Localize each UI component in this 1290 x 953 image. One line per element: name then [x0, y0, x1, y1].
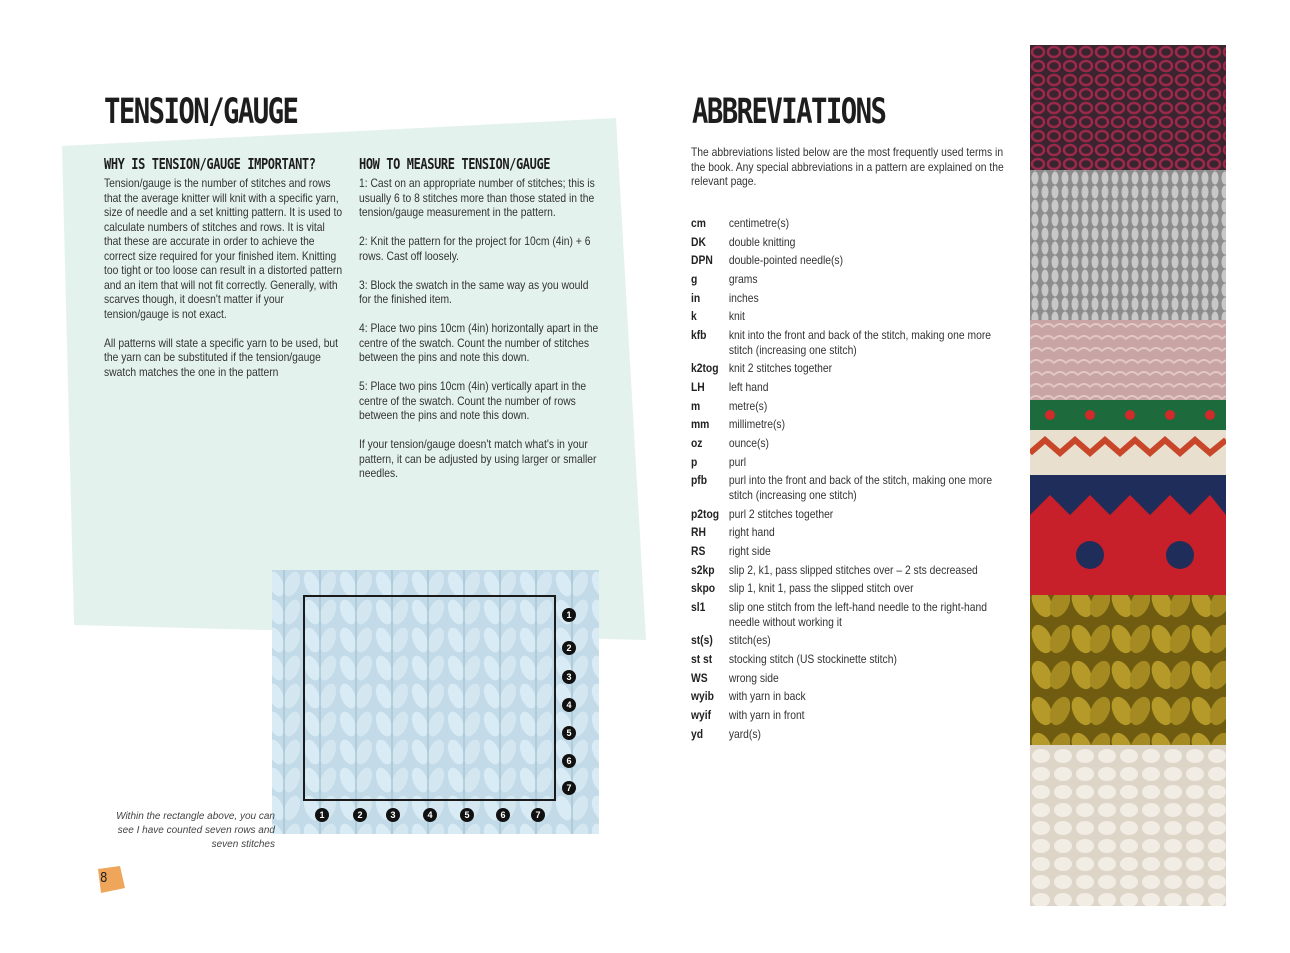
abbr-definition: inches: [728, 290, 759, 305]
abbr-term: DPN: [691, 253, 713, 268]
abbr-term: g: [691, 272, 698, 287]
why-paragraph-1: Tension/gauge is the number of stitches and rows that the average knitter will knit with a specific yarn, size of needle and a set knitting pattern. It is used to calculate numbers of stitches and rows. It is vital that these are accurate in order to achieve the correct size required for your finished item. Knitting too tight or too loose can result in a distorted pattern and an item that will not fit correctly. Generally, with scarves though, it doesn't matter if your tension/gauge is not exact.: [104, 176, 343, 321]
abbr-definition: knit into the front and back of the stitch, making one more stitch (increasing one stitch): [728, 328, 992, 357]
abbr-term: kfb: [691, 328, 707, 343]
abbr-row-rs: [691, 544, 1018, 563]
abbr-definition: slip one stitch from the left-hand needle to the right-hand needle without working it: [728, 600, 988, 629]
abbr-row-pfb: [691, 473, 1018, 506]
abbr-definition: right side: [728, 544, 771, 558]
how-step-4: 4: Place two pins 10cm (4in) horizontally apart in the centre of the swatch. Count the number of stitches between the pins and note this down.: [359, 321, 599, 364]
abbr-term: wyif: [691, 708, 712, 722]
why-paragraph-2: All patterns will state a specific yarn to be used, but the yarn can be substituted if the tension/gauge swatch matches the one in the pattern: [104, 335, 339, 379]
abbr-definition: double-pointed needle(s): [728, 253, 844, 268]
why-heading: WHY IS TENSION/GAUGE IMPORTANT?: [104, 155, 316, 173]
abbr-term: pfb: [691, 473, 708, 488]
how-body: [359, 176, 639, 495]
abbr-term: m: [691, 398, 701, 413]
abbr-row-kfb: [691, 328, 1018, 361]
abbr-definition: double knitting: [728, 234, 796, 249]
stitch-marker-2: 2: [353, 808, 367, 822]
abbr-term: st(s): [691, 633, 713, 648]
abbr-definition: millimetre(s): [728, 417, 786, 432]
abbr-row-sts: [691, 633, 1018, 652]
row-marker-4: 4: [562, 698, 576, 712]
abbr-definition: purl 2 stitches together: [728, 506, 834, 521]
abbr-definition: centimetre(s): [728, 216, 790, 230]
stitch-marker-6: 6: [496, 808, 510, 822]
stitch-marker-1: 1: [315, 808, 329, 822]
abbr-definition: slip 1, knit 1, pass the slipped stitch over: [728, 581, 914, 596]
abbr-term: RS: [691, 544, 706, 558]
abbr-term: st st: [691, 651, 713, 666]
how-tip: If your tension/gauge doesn't match what's in your pattern, it can be adjusted by using larger or smaller needles.: [359, 437, 597, 480]
abbr-row-dpn: [691, 253, 1018, 272]
abbr-definition: metre(s): [728, 398, 768, 413]
abbr-row-cm: [691, 216, 1018, 235]
abbr-row-stst: [691, 652, 1018, 671]
page-number: 8: [100, 871, 108, 886]
abbr-row-rh: [691, 525, 1018, 544]
abbr-row-g: [691, 272, 1018, 291]
abbr-row-in: [691, 291, 1018, 310]
page-title-tension-gauge: TENSION/GAUGE: [104, 92, 298, 132]
abbr-term: wyib: [691, 689, 714, 704]
row-marker-6: 6: [562, 754, 576, 768]
abbr-row-k2tog: [691, 361, 1018, 380]
abbr-definition: right hand: [728, 525, 775, 540]
stitch-marker-4: 4: [423, 808, 437, 822]
abbr-row-dk: [691, 235, 1018, 254]
abbr-definition: slip 2, k1, pass slipped stitches over – 2 sts decreased: [728, 562, 978, 577]
abbr-term: RH: [691, 525, 706, 540]
abbr-term: yd: [691, 726, 704, 741]
knitted-swatch-image: [272, 570, 599, 834]
abbr-term: WS: [691, 670, 708, 685]
abbr-row-skpo: [691, 581, 1018, 600]
abbr-term: DK: [691, 234, 706, 249]
abbr-row-lh: [691, 380, 1018, 399]
abbr-definition: knit: [728, 309, 745, 324]
abbr-definition: with yarn in back: [728, 689, 806, 704]
abbr-row-yd: [691, 727, 1018, 746]
abbr-definition: left hand: [728, 380, 769, 394]
abbr-definition: with yarn in front: [728, 708, 805, 722]
how-step-3: 3: Block the swatch in the same way as you would for the finished item.: [359, 277, 589, 306]
how-heading: HOW TO MEASURE TENSION/GAUGE: [359, 155, 551, 173]
abbr-row-mm: [691, 417, 1018, 436]
abbr-term: s2kp: [691, 562, 715, 577]
abbr-row-p: [691, 455, 1018, 474]
how-step-5: 5: Place two pins 10cm (4in) vertically apart in the centre of the swatch. Count the number of rows between the pins and note this down.: [359, 379, 587, 422]
row-marker-1: 1: [562, 608, 576, 622]
abbr-row-p2tog: [691, 507, 1018, 526]
row-marker-5: 5: [562, 726, 576, 740]
abbr-row-s2kp: [691, 563, 1018, 582]
abbr-term: sl1: [691, 600, 706, 615]
abbr-row-oz: [691, 436, 1018, 455]
measurement-rectangle: [303, 595, 556, 801]
page-number-badge: [96, 866, 126, 894]
row-marker-3: 3: [562, 670, 576, 684]
abbr-row-m: [691, 399, 1018, 418]
why-body: [104, 176, 384, 394]
abbr-term: in: [691, 290, 701, 305]
abbr-definition: grams: [728, 272, 758, 287]
row-marker-7: 7: [562, 781, 576, 795]
abbr-term: k: [691, 309, 697, 324]
abbr-row-k: [691, 309, 1018, 328]
abbr-definition: stocking stitch (US stockinette stitch): [728, 651, 897, 666]
stitch-marker-7: 7: [531, 808, 545, 822]
abbr-definition: knit 2 stitches together: [728, 361, 833, 376]
abbr-definition: stitch(es): [728, 633, 771, 648]
row-marker-2: 2: [562, 641, 576, 655]
abbr-term: oz: [691, 436, 703, 451]
abbreviations-intro: The abbreviations listed below are the most frequently used terms in the book. Any special abbreviations in a pattern are explained on the relevant page.: [691, 145, 1004, 188]
abbr-definition: purl into the front and back of the stitch, making one more stitch (increasing one stitch): [728, 473, 993, 502]
abbr-term: k2tog: [691, 361, 719, 376]
abbr-row-sl1: [691, 600, 1018, 633]
scarves-illustration: [1030, 45, 1226, 906]
abbr-term: cm: [691, 216, 706, 230]
abbr-term: skpo: [691, 581, 716, 596]
abbr-row-ws: [691, 671, 1018, 690]
stacked-scarves-photo: [1030, 45, 1226, 906]
swatch-caption: Within the rectangle above, you can see I have counted seven rows and seven stitches: [116, 811, 275, 850]
stitch-marker-3: 3: [386, 808, 400, 822]
abbr-definition: wrong side: [728, 670, 779, 685]
abbr-term: mm: [691, 417, 710, 432]
abbr-term: p: [691, 454, 698, 469]
abbr-row-wyif: [691, 708, 1018, 727]
abbreviations-list: [691, 216, 1018, 745]
abbr-term: LH: [691, 380, 705, 394]
stitch-marker-5: 5: [460, 808, 474, 822]
abbr-term: p2tog: [691, 506, 720, 521]
abbr-row-wyib: [691, 689, 1018, 708]
abbr-definition: ounce(s): [728, 436, 769, 451]
how-step-1: 1: Cast on an appropriate number of stitches; this is usually 6 to 8 stitches more than those stated in the tension/gauge measurement in the pattern.: [359, 176, 595, 219]
page-title-abbreviations: ABBREVIATIONS: [692, 92, 886, 132]
abbr-definition: yard(s): [728, 726, 761, 741]
abbr-definition: purl: [728, 454, 747, 469]
how-step-2: 2: Knit the pattern for the project for 10cm (4in) + 6 rows. Cast off loosely.: [359, 234, 591, 263]
